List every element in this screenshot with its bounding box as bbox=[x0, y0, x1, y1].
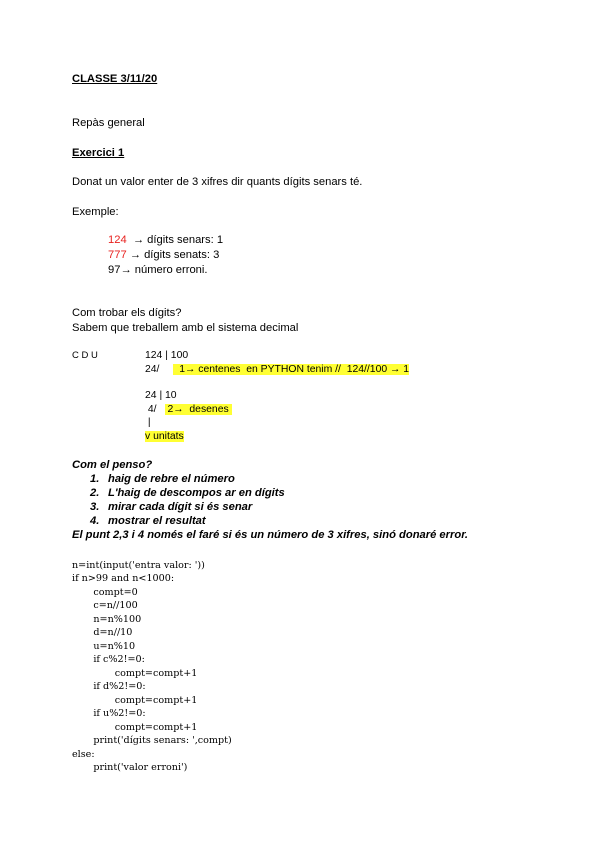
list-text: mostrar el resultat bbox=[108, 515, 206, 527]
example-line bbox=[108, 233, 223, 247]
list-number: 1. bbox=[90, 473, 100, 485]
highlight-centenes: 1→ centenes en PYTHON tenim // 124//100 → 1 bbox=[173, 364, 410, 375]
explanation: Sabem que treballem amb el sistema decimal bbox=[72, 322, 299, 334]
example-text: → dígits senars: 1 bbox=[126, 234, 224, 246]
list-item bbox=[90, 472, 235, 486]
code-line: if u%2!=0: bbox=[72, 708, 146, 719]
statement: Donat un valor enter de 3 xifres dir quants dígits senars té. bbox=[72, 176, 363, 188]
code-line: compt=compt+1 bbox=[72, 668, 198, 679]
cdu-label: C D U bbox=[72, 350, 98, 361]
code-line: c=n//100 bbox=[72, 600, 138, 611]
note: El punt 2,3 i 4 només el faré si és un número de 3 xifres, sinó donaré error. bbox=[72, 529, 469, 541]
code-line: print('valor erroni') bbox=[72, 762, 188, 773]
example-label: Exemple: bbox=[72, 206, 119, 218]
list-item bbox=[90, 486, 285, 500]
code-line: compt=0 bbox=[72, 587, 138, 598]
division-result bbox=[145, 403, 232, 417]
code-line: if d%2!=0: bbox=[72, 681, 146, 692]
division-line: 124 | 100 bbox=[145, 350, 189, 361]
code-line: print('dígits senars: ',compt) bbox=[72, 735, 232, 746]
subtitle: Repàs general bbox=[72, 117, 145, 129]
example-number: 777 bbox=[108, 249, 127, 261]
code-line: if n>99 and n<1000: bbox=[72, 573, 175, 584]
page-title: CLASSE 3/11/20 bbox=[72, 73, 158, 85]
division-line: 24 | 10 bbox=[145, 390, 177, 401]
code-line: n=n%100 bbox=[72, 614, 142, 625]
example-line bbox=[108, 248, 219, 262]
units-line bbox=[145, 430, 184, 444]
highlight-unitats: v unitats bbox=[145, 431, 184, 442]
list-item bbox=[90, 500, 252, 514]
exercise-heading: Exercici 1 bbox=[72, 147, 125, 159]
code-line: compt=compt+1 bbox=[72, 695, 198, 706]
division-remainder: 24/ bbox=[145, 364, 160, 375]
example-text: → dígits senats: 3 bbox=[126, 249, 220, 261]
list-number: 2. bbox=[90, 487, 100, 499]
example-number: 97 bbox=[108, 264, 121, 276]
division-remainder: 4/ bbox=[145, 404, 157, 415]
example-text: → número erroni. bbox=[120, 264, 208, 276]
list-text: L'haig de descompos ar en dígits bbox=[108, 487, 285, 499]
list-text: haig de rebre el número bbox=[108, 473, 235, 485]
plan-heading: Com el penso? bbox=[72, 459, 153, 471]
list-item bbox=[90, 514, 206, 528]
highlight-desenes: 2→ desenes bbox=[164, 404, 232, 415]
example-number: 124 bbox=[108, 234, 127, 246]
division-result bbox=[145, 363, 409, 377]
code-line: compt=compt+1 bbox=[72, 722, 198, 733]
list-number: 3. bbox=[90, 501, 100, 513]
list-text: mirar cada dígit si és senar bbox=[108, 501, 253, 513]
arrow-bar: | bbox=[145, 417, 151, 428]
code-line: d=n//10 bbox=[72, 627, 133, 638]
example-line bbox=[108, 263, 208, 277]
code-line: n=int(input('entra valor: ')) bbox=[72, 560, 205, 571]
list-number: 4. bbox=[90, 515, 100, 527]
code-line: if c%2!=0: bbox=[72, 654, 145, 665]
code-line: u=n%10 bbox=[72, 641, 136, 652]
code-line: else: bbox=[72, 749, 95, 760]
question: Com trobar els dígits? bbox=[72, 307, 182, 319]
